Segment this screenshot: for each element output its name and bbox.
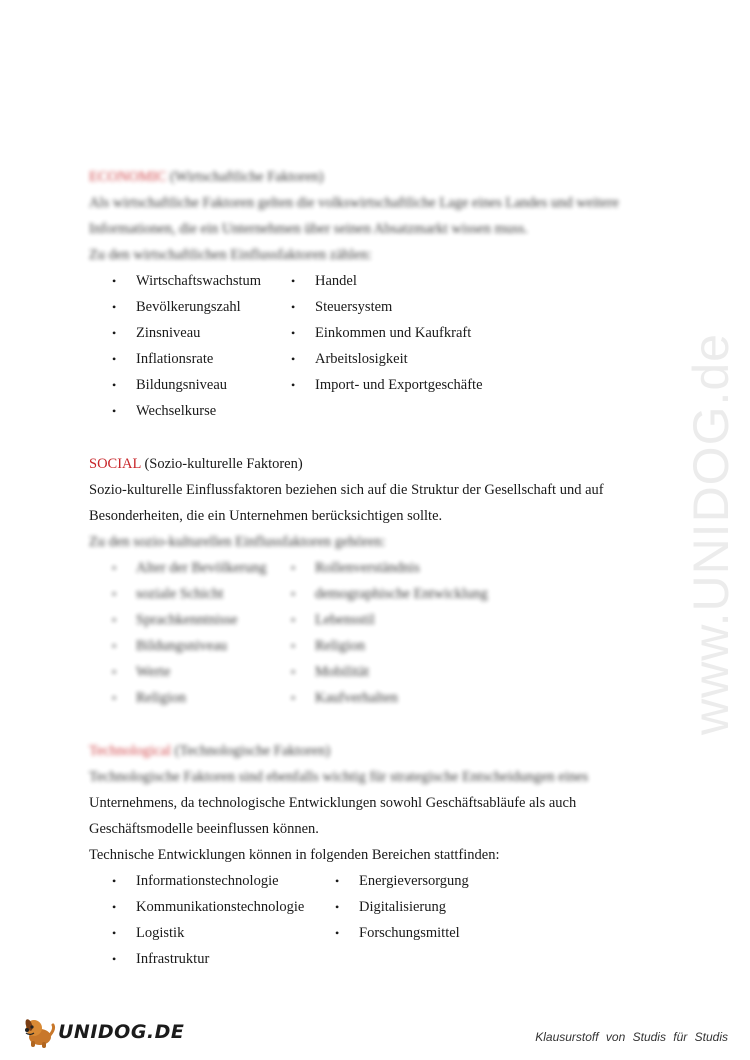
technological-heading: [89, 738, 659, 764]
bullet-icon: •: [335, 874, 340, 888]
list-item-label: Werte: [136, 664, 171, 680]
bullet-icon: •: [112, 326, 117, 340]
technological-list-col-1: [89, 868, 335, 972]
list-item: [335, 868, 469, 894]
bullet-icon: •: [112, 639, 117, 653]
bullet-icon: •: [291, 613, 296, 627]
watermark: www.UNIDOG.de: [683, 333, 739, 735]
list-item: [335, 920, 469, 946]
list-item-label: Bildungsniveau: [136, 377, 228, 393]
list-item-label: Zinsniveau: [136, 325, 201, 341]
list-item: [112, 320, 291, 346]
list-item-label: Bevölkerungszahl: [136, 299, 241, 315]
dog-mascot-icon: [22, 1015, 56, 1049]
list-item-label: Steuersystem: [315, 299, 393, 315]
list-item: [112, 372, 291, 398]
bullet-icon: •: [112, 561, 117, 575]
list-item: [291, 555, 488, 581]
list-item: [291, 581, 488, 607]
list-item-label: Religion: [315, 638, 365, 654]
bullet-icon: •: [112, 274, 117, 288]
bullet-icon: •: [112, 300, 117, 314]
economic-heading-subtitle: (Wirtschaftliche Faktoren): [169, 169, 324, 185]
list-item: [291, 268, 483, 294]
list-item: [112, 868, 335, 894]
list-item: [112, 268, 291, 294]
bullet-icon: •: [112, 874, 117, 888]
bullet-icon: •: [335, 926, 340, 940]
bullet-icon: •: [112, 691, 117, 705]
list-item-label: soziale Schicht: [136, 586, 224, 602]
list-item: [112, 920, 335, 946]
list-item-label: Energieversorgung: [359, 873, 469, 889]
list-item-label: Sprachkenntnisse: [136, 612, 238, 628]
list-item: [112, 607, 291, 633]
social-heading-subtitle: (Sozio-kulturelle Faktoren): [144, 456, 303, 472]
technological-heading-subtitle: (Technologische Faktoren): [174, 743, 331, 759]
list-item-label: Kaufverhalten: [315, 690, 398, 706]
list-item: [112, 946, 335, 972]
list-item: [291, 607, 488, 633]
bullet-icon: •: [112, 404, 117, 418]
list-item: [335, 894, 469, 920]
social-list-col-1: [89, 555, 291, 711]
list-item-label: Mobilität: [315, 664, 369, 680]
list-item: [291, 294, 483, 320]
technological-list: [89, 868, 659, 972]
bullet-icon: •: [291, 326, 296, 340]
social-heading-label: SOCIAL: [89, 456, 141, 472]
bullet-icon: •: [335, 900, 340, 914]
list-item-label: Import- und Exportgeschäfte: [315, 377, 483, 393]
bullet-icon: •: [112, 900, 117, 914]
economic-heading: [89, 164, 659, 190]
list-item: [112, 685, 291, 711]
list-item-label: Kommunikationstechnologie: [136, 899, 305, 915]
list-item: [291, 685, 488, 711]
list-item: [112, 555, 291, 581]
economic-list-col-2: [291, 268, 483, 424]
bullet-icon: •: [291, 561, 296, 575]
list-item: [112, 633, 291, 659]
technological-paragraph-line: Technologische Faktoren sind ebenfalls wichtig für strategische Entscheidungen eines: [89, 769, 589, 785]
list-item-label: Alter der Bevölkerung: [136, 560, 267, 576]
bullet-icon: •: [112, 587, 117, 601]
unidog-logo[interactable]: [22, 1015, 184, 1049]
list-item: [291, 633, 488, 659]
social-list-col-2: [291, 555, 488, 711]
list-item-label: Forschungsmittel: [359, 925, 460, 941]
bullet-icon: •: [291, 352, 296, 366]
list-item-label: Rollenverständnis: [315, 560, 420, 576]
economic-intro: Zu den wirtschaftlichen Einflussfaktoren zählen:: [89, 247, 372, 263]
list-item: [112, 894, 335, 920]
list-item-label: Einkommen und Kaufkraft: [315, 325, 472, 341]
list-item: [291, 320, 483, 346]
list-item-label: Digitalisierung: [359, 899, 446, 915]
logo-text: UNIDOG.DE: [58, 1021, 185, 1043]
list-item-label: Bildungsniveau: [136, 638, 228, 654]
list-item-label: demographische Entwicklung: [315, 586, 488, 602]
bullet-icon: •: [291, 587, 296, 601]
technological-paragraph-line: Unternehmens, da technologische Entwicklungen sowohl Geschäftsabläufe als auch: [89, 795, 577, 811]
list-item-label: Infrastruktur: [136, 951, 210, 967]
document-content: [89, 164, 659, 972]
list-item-label: Informationstechnologie: [136, 873, 279, 889]
bullet-icon: •: [112, 378, 117, 392]
economic-paragraph-line: Informationen, die ein Unternehmen über seinen Absatzmarkt wissen muss.: [89, 221, 528, 237]
list-item-label: Logistik: [136, 925, 185, 941]
list-item: [112, 294, 291, 320]
list-item-label: Arbeitslosigkeit: [315, 351, 408, 367]
bullet-icon: •: [112, 352, 117, 366]
list-item-label: Wechselkurse: [136, 403, 217, 419]
list-item: [112, 581, 291, 607]
social-intro: Zu den sozio-kulturellen Einflussfaktoren gehören:: [89, 534, 386, 550]
list-item-label: Handel: [315, 273, 357, 289]
technological-paragraph-line: Geschäftsmodelle beeinflussen können.: [89, 821, 319, 837]
technological-list-col-2: [335, 868, 469, 972]
list-item-label: Inflationsrate: [136, 351, 214, 367]
technological-heading-label: Technological: [89, 743, 171, 759]
list-item: [112, 346, 291, 372]
bullet-icon: •: [291, 274, 296, 288]
list-item: [291, 372, 483, 398]
bullet-icon: •: [291, 300, 296, 314]
economic-heading-label: ECONOMIC: [89, 169, 167, 185]
social-paragraph-line: Sozio-kulturelle Einflussfaktoren beziehen sich auf die Struktur der Gesellschaft und auf: [89, 482, 604, 498]
list-item: [112, 398, 291, 424]
bullet-icon: •: [112, 926, 117, 940]
list-item-label: Lebensstil: [315, 612, 375, 628]
economic-list: [89, 268, 659, 424]
list-item-label: Religion: [136, 690, 186, 706]
technological-intro: Technische Entwicklungen können in folgenden Bereichen stattfinden:: [89, 847, 500, 863]
economic-paragraph-line: Als wirtschaftliche Faktoren gelten die volkswirtschaftliche Lage eines Landes und weitere: [89, 195, 619, 211]
social-list: [89, 555, 659, 711]
bullet-icon: •: [291, 691, 296, 705]
bullet-icon: •: [112, 952, 117, 966]
bullet-icon: •: [291, 665, 296, 679]
footer-tagline: Klausurstoff von Studis für Studis: [535, 1030, 728, 1044]
list-item-label: Wirtschaftswachstum: [136, 273, 262, 289]
social-heading: [89, 451, 659, 477]
bullet-icon: •: [112, 665, 117, 679]
bullet-icon: •: [291, 378, 296, 392]
list-item: [291, 346, 483, 372]
bullet-icon: •: [291, 639, 296, 653]
list-item: [112, 659, 291, 685]
social-paragraph-line: Besonderheiten, die ein Unternehmen berücksichtigen sollte.: [89, 508, 443, 524]
bullet-icon: •: [112, 613, 117, 627]
list-item: [291, 659, 488, 685]
economic-list-col-1: [89, 268, 291, 424]
